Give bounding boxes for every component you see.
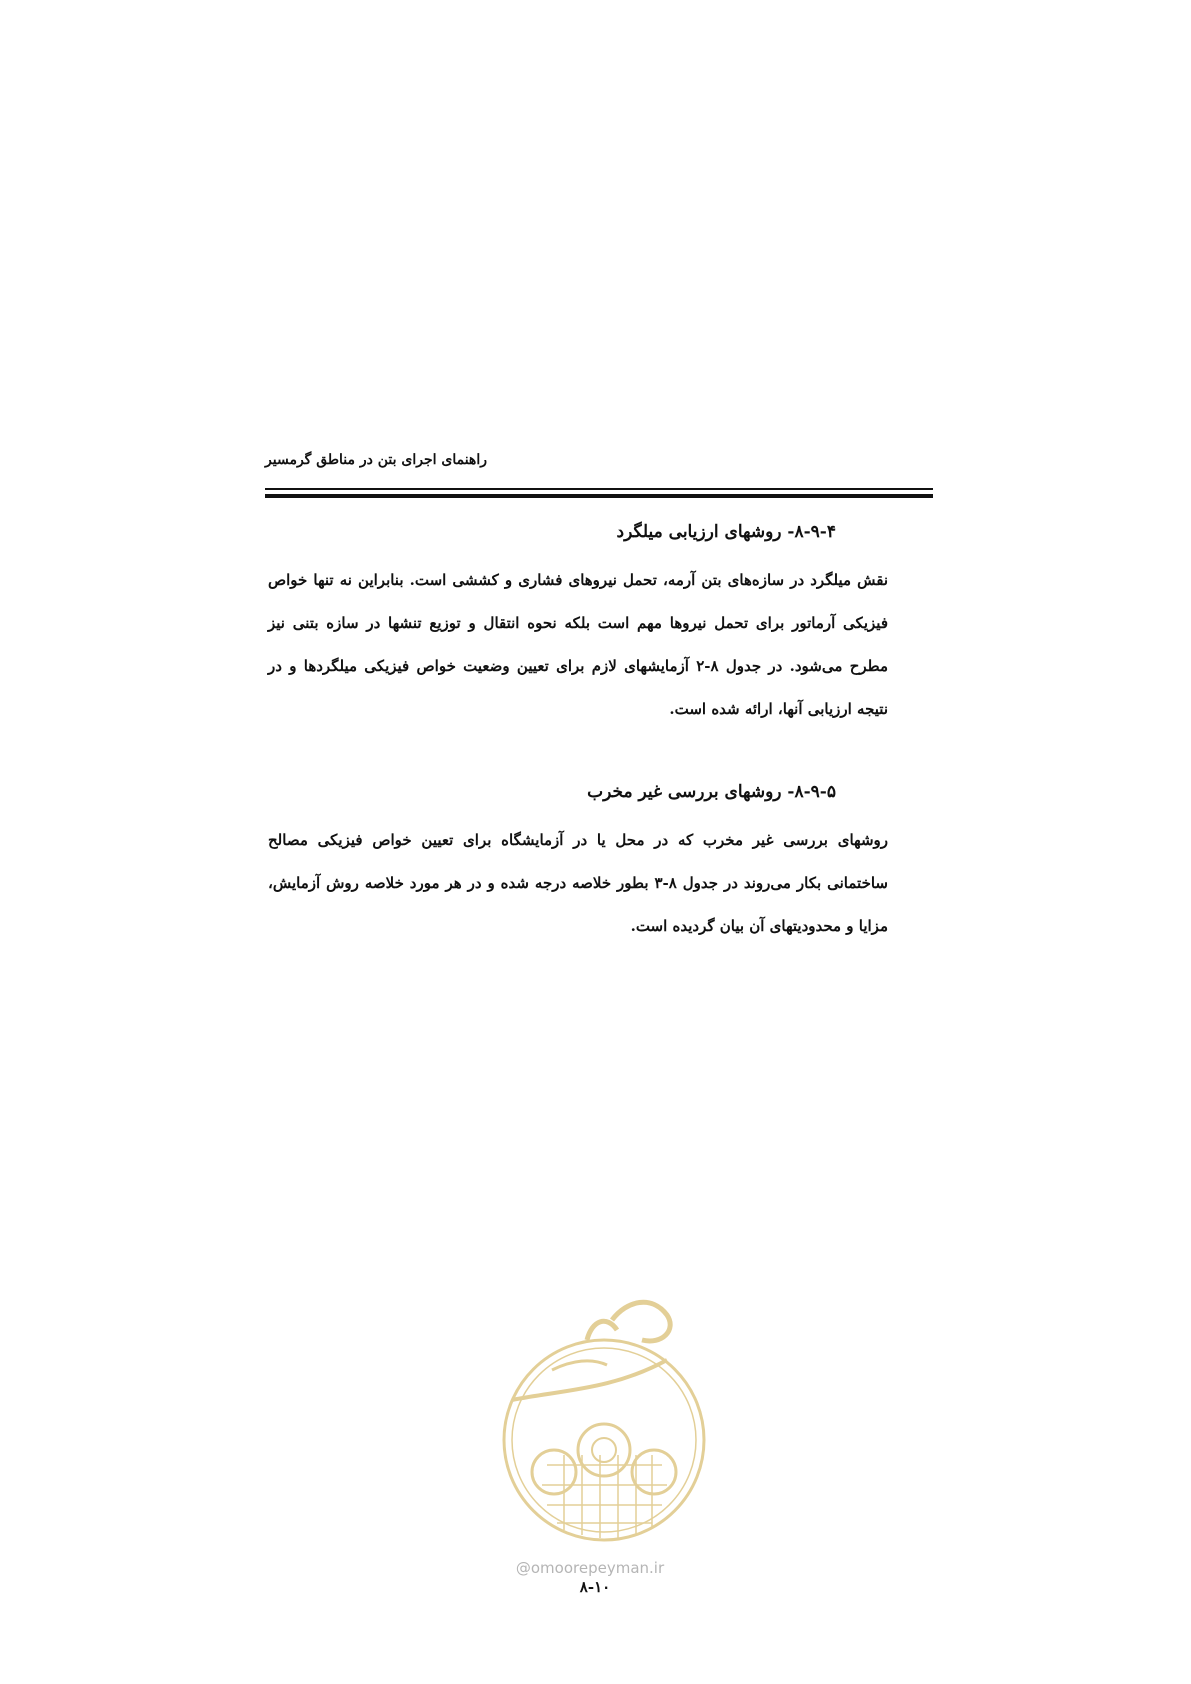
section-heading: ۸-۹-۵- روشهای بررسی غیر مخرب: [587, 782, 836, 802]
watermark-url: @omoorepeyman.ir: [515, 1559, 665, 1577]
watermark-seal-logo: [492, 1240, 717, 1560]
page-number: ۸-۱۰: [579, 1578, 611, 1596]
header-rule-thick: [265, 494, 933, 498]
header-rule-thin: [265, 488, 933, 490]
section-heading: ۸-۹-۴- روشهای ارزیابی میلگرد: [616, 522, 836, 542]
section-paragraph: نقش میلگرد در سازه‌های بتن آرمه، تحمل نیروهای فشاری و کششی است. بنابراین نه تنها خواص فیزیکی آرماتور برای تحمل نیروها مهم است بلکه نحوه انتقال و توزیع تنشها در سازه بتنی نیز مطرح می‌شود. در جدول ۸-۲ آزمایشهای لازم برای تعیین وضعیت خواص فیزیکی میلگردها و در نتیجه ارزیابی آنها، ارائه شده است.: [268, 571, 888, 718]
running-header: راهنمای اجرای بتن در مناطق گرمسیر: [265, 452, 487, 468]
section-paragraph: روشهای بررسی غیر مخرب که در محل یا در آزمایشگاه برای تعیین خواص فیزیکی مصالح ساختمانی بکار می‌روند در جدول ۸-۳ بطور خلاصه درجه شده و در هر مورد خلاصه روش آزمایش، مزایا و محدودیتهای آن بیان گردیده است.: [268, 831, 888, 935]
